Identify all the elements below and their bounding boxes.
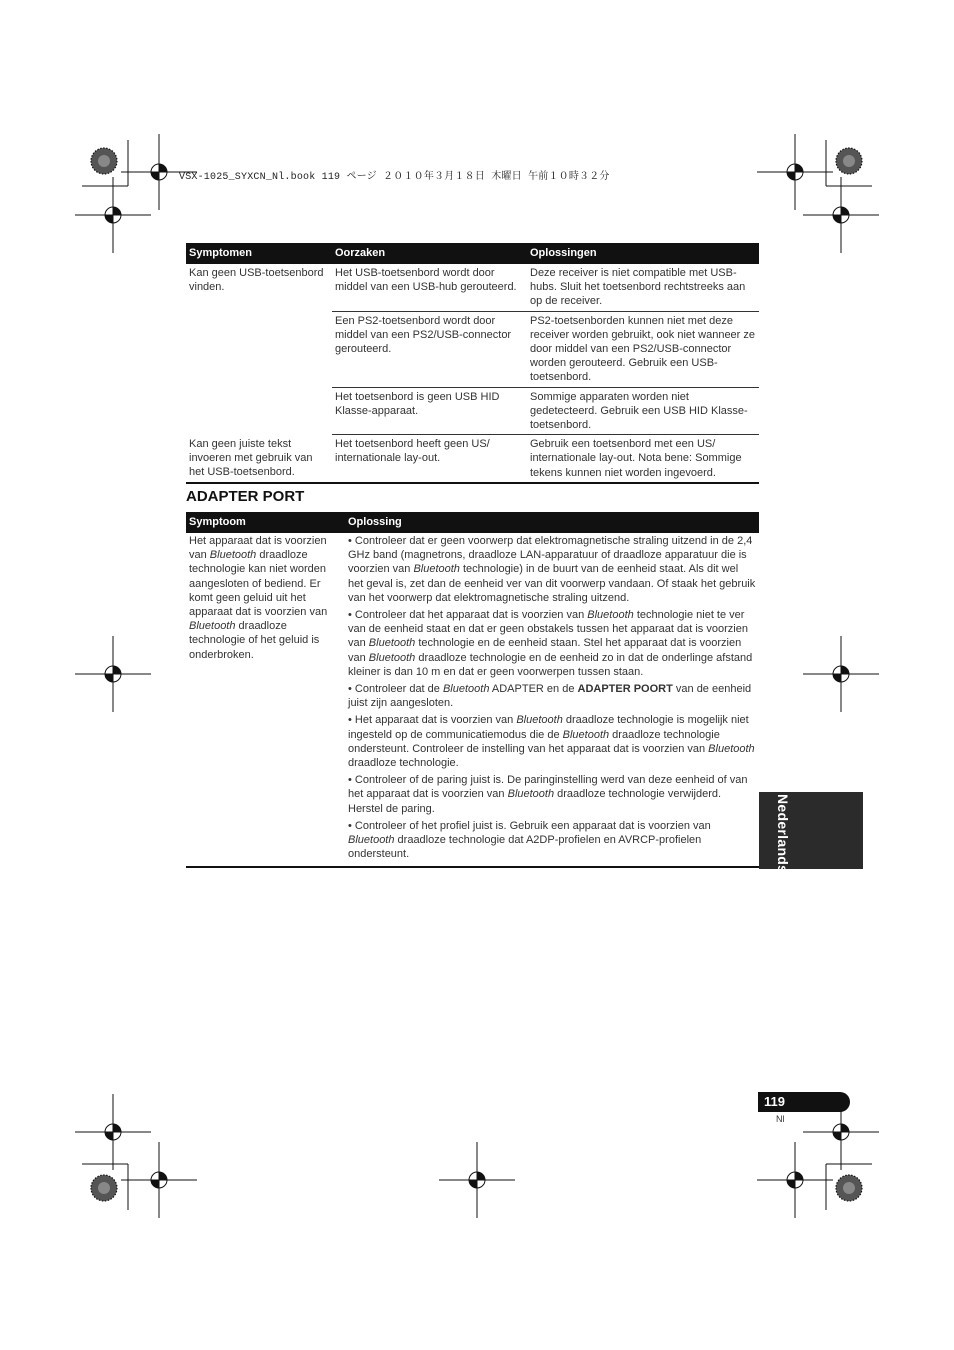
header-symptomen: Symptomen xyxy=(186,243,332,264)
print-header: VSX-1025_SYXCN_Nl.book 119 ページ ２０１０年３月１８日 木曜日 午前１０時３２分 xyxy=(179,172,610,183)
language-side-tab xyxy=(759,792,863,874)
solution-bullet: • Controleer dat de Bluetooth ADAPTER en de ADAPTER POORT van de eenheid juist zijn aangesloten. xyxy=(348,683,752,710)
solution-cell xyxy=(345,533,759,867)
header-oplossing: Oplossing xyxy=(345,512,759,533)
table-header-row xyxy=(186,512,759,533)
table-header-row xyxy=(186,243,759,264)
language-tab-label: Nederlands xyxy=(775,794,791,874)
solution-bullet: • Controleer dat het apparaat dat is voorzien van Bluetooth technologie niet te ver van de eenheid staat en dat er geen obstakels tussen het apparaat dat is voorzien van Bluetooth technologie en de eenheid staan. Stel het apparaat dat is voorzien van Bluetooth draadloze technologie en de eenheid zo in dat de onderlinge afstand kleiner is dan 10 m en dat er geen voorwerpen tussen staan. xyxy=(348,609,753,678)
cause-cell: Het toetsenbord is geen USB HID Klasse-apparaat. xyxy=(332,387,527,435)
keyboard-troubleshooting-table xyxy=(186,243,759,484)
symptom-cell: Het apparaat dat is voorzien van Bluetooth draadloze technologie kan niet worden aangesloten of bediend. Er komt geen geluid uit het apparaat dat is voorzien van Bluetooth draadloze technologie of het geluid is onderbroken. xyxy=(186,533,345,867)
solution-cell: Gebruik een toetsenbord met een US/ internationale lay-out. Nota bene: Sommige tekens kunnen niet worden ingevoerd. xyxy=(527,435,759,483)
page-number: 119 xyxy=(764,1094,785,1109)
header-symptoom: Symptoom xyxy=(186,512,345,533)
solution-cell: Sommige apparaten worden niet gedetecteerd. Gebruik een USB HID Klasse-toetsenbord. xyxy=(527,387,759,435)
symptom-cell: Kan geen USB-toetsenbord vinden. xyxy=(189,267,324,294)
page-language-code: Nl xyxy=(776,1114,785,1124)
table-row xyxy=(186,435,759,483)
solution-bullet: • Controleer of de paring juist is. De paringinstelling werd van deze eenheid of van het apparaat dat is voorzien van Bluetooth draadloze technologie verwijderd. Herstel de paring. xyxy=(348,774,748,815)
solution-cell: Deze receiver is niet compatible met USB-hubs. Sluit het toetsenbord rechtstreeks aan op de receiver. xyxy=(527,264,759,311)
solution-bullet: • Controleer of het profiel juist is. Gebruik een apparaat dat is voorzien van Bluetooth draadloze technologie dat A2DP-profielen en AVRCP-profielen ondersteunt. xyxy=(348,819,711,861)
cause-cell: Het USB-toetsenbord wordt door middel van een USB-hub gerouteerd. xyxy=(332,264,527,311)
cause-cell: Een PS2-toetsenbord wordt door middel van een PS2/USB-connector gerouteerd. xyxy=(332,311,527,387)
section-title: ADAPTER PORT xyxy=(186,488,305,505)
adapter-port-table xyxy=(186,512,759,868)
solution-bullet: • Controleer dat er geen voorwerp dat elektromagnetische straling uitzend in de 2,4 GHz band (magnetrons, draadloze LAN-apparatuur of draadloze apparatuur die is voorzien van Bluetooth technologie) in de buurt van de eenheid staat. Als dit wel het geval is, zet dan de eenheid ver van dit voorwerp vandaan. Of staak het gebruik van het voorwerp dat elektromagnetische straling uitzend. xyxy=(348,535,756,604)
table-row xyxy=(186,533,759,867)
solution-cell: PS2-toetsenborden kunnen niet met deze receiver worden gebruikt, ook niet wanneer ze door middel van een PS2/USB-connector worden gerouteerd. Gebruik een USB-toetsenbord. xyxy=(527,311,759,387)
cause-cell: Het toetsenbord heeft geen US/ internationale lay-out. xyxy=(332,435,527,483)
header-oplossingen: Oplossingen xyxy=(527,243,759,264)
header-oorzaken: Oorzaken xyxy=(332,243,527,264)
solution-bullet: • Het apparaat dat is voorzien van Bluetooth draadloze technologie is mogelijk niet ingesteld op de communicatiemodus die de Bluetooth draadloze technologie ondersteunt. Controleer de instelling van het apparaat dat is voorzien van Bluetooth draadloze technologie. xyxy=(348,714,755,770)
symptom-cell: Kan geen juiste tekst invoeren met gebruik van het USB-toetsenbord. xyxy=(186,435,332,483)
table-row xyxy=(186,264,759,311)
page-number-badge xyxy=(758,1092,850,1112)
